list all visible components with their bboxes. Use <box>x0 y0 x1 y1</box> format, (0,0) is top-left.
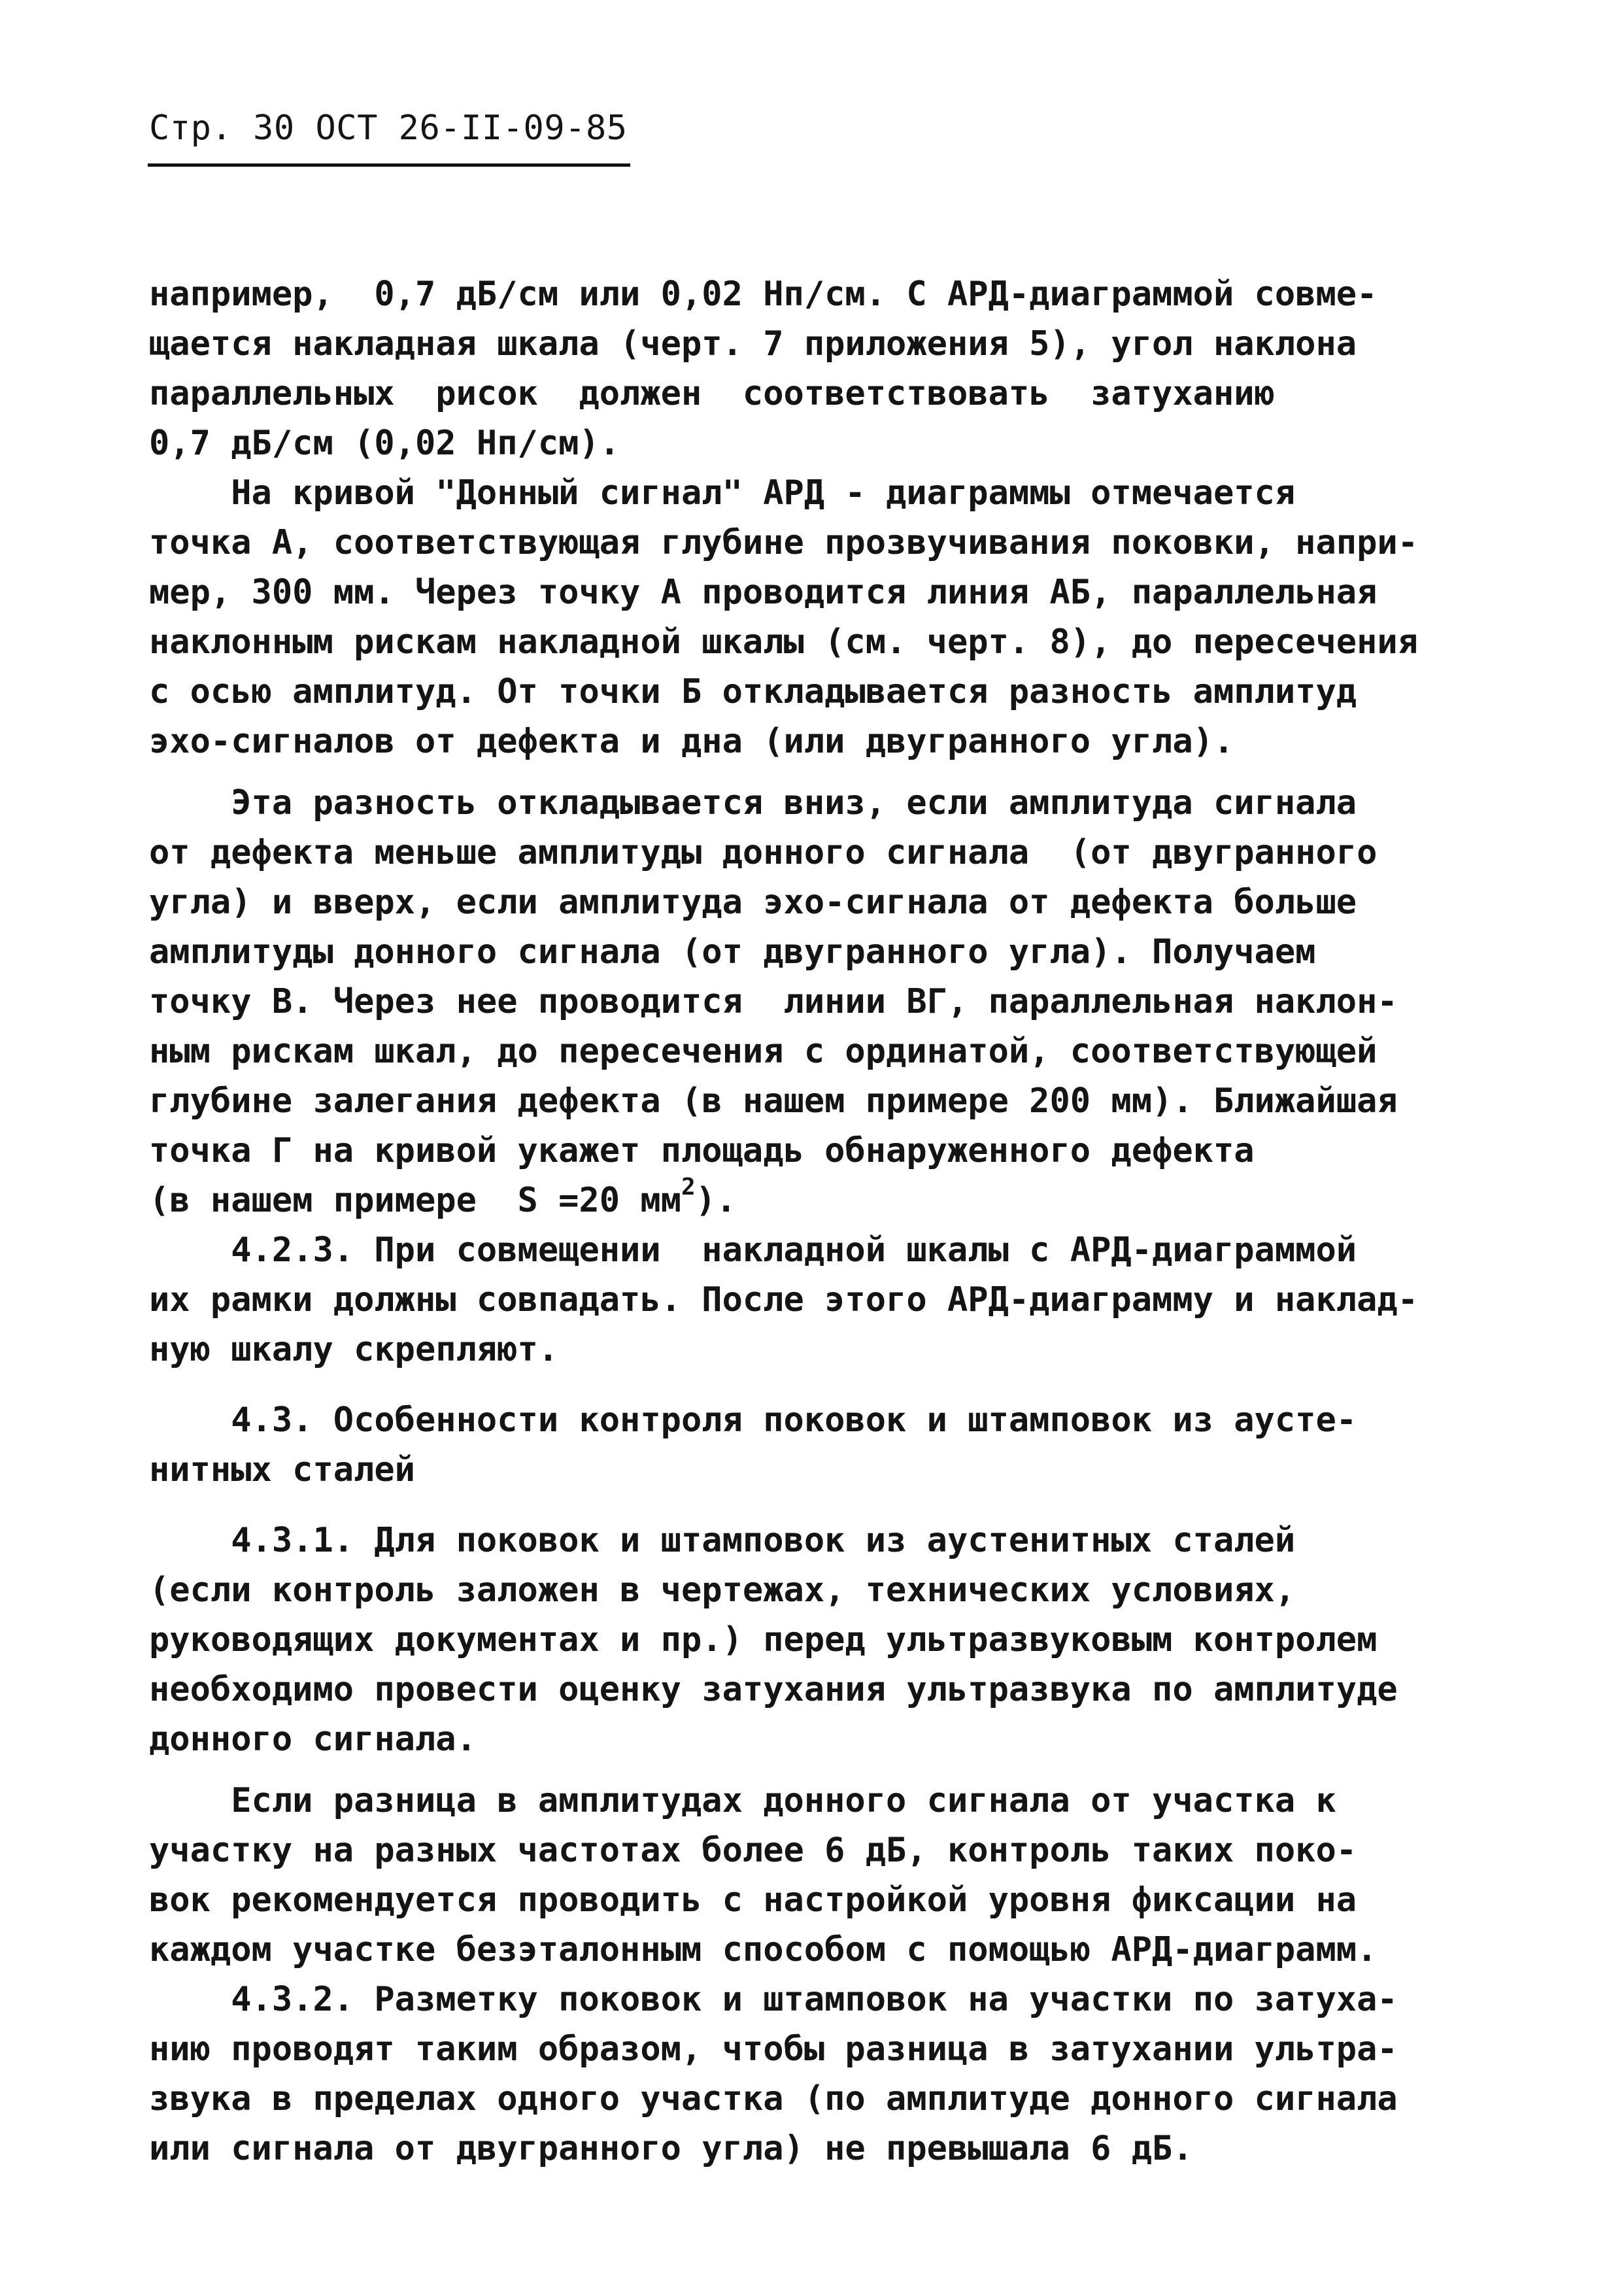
text-line: (если контроль заложен в чертежах, технических условиях, <box>149 1571 1296 1610</box>
text-line: наклонным рискам накладной шкалы (см. черт. 8), до пересечения <box>149 622 1419 662</box>
text-line: ным рискам шкал, до пересечения с ординатой, соответствующей <box>149 1032 1378 1071</box>
paragraph-4-3-1 <box>149 1516 1509 1764</box>
text-line: амплитуды донного сигнала (от двугранного угла). Получаем <box>149 932 1316 972</box>
text-line: щается накладная шкала (черт. 7 приложения 5), угол наклона <box>149 324 1357 364</box>
text-line: 4.3. Особенности контроля поковок и штамповок из аусте- <box>149 1401 1357 1440</box>
text-line: с осью амплитуд. От точки Б откладывается разность амплитуд <box>149 672 1357 711</box>
text-line: точку В. Через нее проводится линии ВГ, параллельная наклон- <box>149 982 1398 1021</box>
text-line: ную шкалу скрепляют. <box>149 1330 559 1369</box>
formula-value: =20 мм <box>537 1181 681 1220</box>
text-line: На кривой "Донный сигнал" АРД - диаграммы отмечается <box>149 473 1296 513</box>
formula-exponent: 2 <box>681 1174 696 1200</box>
text-line: участку на разных частотах более 6 дБ, контроль таких поко- <box>149 1831 1357 1870</box>
paragraph-amplitude-difference <box>149 778 1509 1225</box>
text-line: точка А, соответствующая глубине прозвучивания поковки, напри- <box>149 523 1419 562</box>
header-underline <box>148 163 630 167</box>
page-header: Стр. 30 ОСТ 26-II-09-85 <box>149 109 628 148</box>
section-heading-4-3 <box>149 1395 1509 1495</box>
text-line: глубине залегания дефекта (в нашем примере 200 мм). Ближайшая <box>149 1081 1398 1121</box>
formula-prefix: (в нашем примере <box>149 1181 518 1220</box>
paragraph-attenuation-scale <box>149 269 1509 468</box>
text-line: руководящих документах и пр.) перед ультразвуковым контролем <box>149 1620 1378 1659</box>
text-line: 4.3.2. Разметку поковок и штамповок на участки по затуха- <box>149 1980 1398 2019</box>
text-line: донного сигнала. <box>149 1720 477 1759</box>
formula-suffix: ). <box>695 1181 737 1220</box>
text-line: мер, 300 мм. Через точку А проводится линия АБ, параллельная <box>149 573 1378 612</box>
text-line: эхо-сигналов от дефекта и дна (или двугранного угла). <box>149 722 1234 761</box>
text-line: параллельных рисок должен соответствовать затуханию <box>149 374 1275 413</box>
area-symbol: S <box>517 1181 538 1220</box>
text-line: 0,7 дБ/см (0,02 Нп/см). <box>149 424 620 463</box>
formula-line <box>149 1176 1509 1225</box>
paragraph-4-3-2 <box>149 1975 1509 2173</box>
paragraph-4-2-3 <box>149 1225 1509 1374</box>
text-line: нию проводят таким образом, чтобы разница в затухании ультра- <box>149 2030 1398 2069</box>
text-line: точка Г на кривой укажет площадь обнаруженного дефекта <box>149 1131 1255 1170</box>
text-line: их рамки должны совпадать. После этого АРД-диаграмму и наклад- <box>149 1280 1419 1319</box>
text-line: 4.3.1. Для поковок и штамповок из аустенитных сталей <box>149 1521 1296 1560</box>
text-line: например, 0,7 дБ/см или 0,02 Нп/см. С АРД-диаграммой совме- <box>149 275 1378 314</box>
text-line: вок рекомендуется проводить с настройкой уровня фиксации на <box>149 1880 1357 1920</box>
text-line: каждом участке безэталонным способом с помощью АРД-диаграмм. <box>149 1930 1378 1969</box>
paragraph-amplitude-spread <box>149 1776 1509 1975</box>
text-line: или сигнала от двугранного угла) не превышала 6 дБ. <box>149 2129 1193 2168</box>
text-line: звука в пределах одного участка (по амплитуде донного сигнала <box>149 2079 1398 2118</box>
text-line: 4.2.3. При совмещении накладной шкалы с АРД-диаграммой <box>149 1231 1357 1270</box>
text-line: от дефекта меньше амплитуды донного сигнала (от двугранного <box>149 833 1378 872</box>
text-line: Эта разность откладывается вниз, если амплитуда сигнала <box>149 783 1357 823</box>
text-line: Если разница в амплитудах донного сигнала от участка к <box>149 1781 1336 1820</box>
paragraph-bottom-signal-curve <box>149 468 1509 766</box>
text-line: угла) и вверх, если амплитуда эхо-сигнала от дефекта больше <box>149 883 1357 922</box>
text-line: необходимо провести оценку затухания ультразвука по амплитуде <box>149 1670 1398 1709</box>
text-line: нитных сталей <box>149 1450 415 1489</box>
body-text <box>149 269 1509 2173</box>
